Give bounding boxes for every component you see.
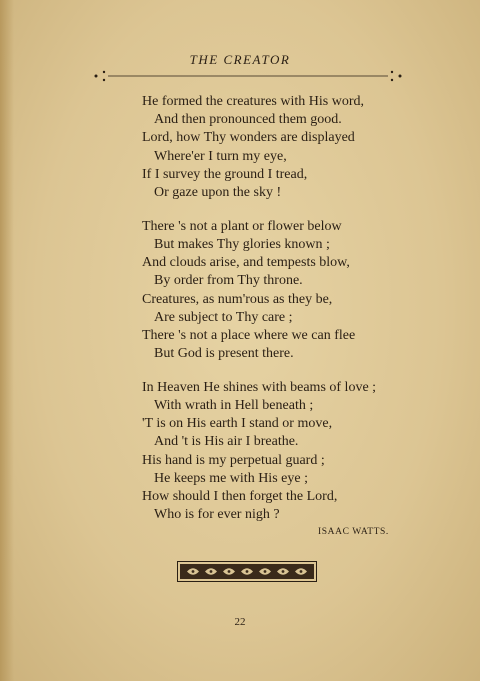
poem-line: He keeps me with His eye ; xyxy=(154,471,308,486)
running-title: THE CREATOR xyxy=(189,52,291,67)
poem-line: By order from Thy throne. xyxy=(154,273,303,288)
poem-line: And then pronounced them good. xyxy=(154,112,342,127)
poem-line: If I survey the ground I tread, xyxy=(142,167,308,182)
poem-line: Creatures, as num'rous as they be, xyxy=(142,292,333,307)
poem-line: Lord, how Thy wonders are displayed xyxy=(142,130,355,145)
poem-line: But makes Thy glories known ; xyxy=(154,237,330,252)
poem-line: 'T is on His earth I stand or move, xyxy=(142,416,333,431)
ornamental-rule xyxy=(92,68,404,84)
page-number: 22 xyxy=(234,616,246,628)
poem-line: He formed the creatures with His word, xyxy=(142,94,364,109)
decorative-tailpiece-icon xyxy=(177,561,317,582)
poem-line: There 's not a plant or flower below xyxy=(142,219,342,234)
poem-line: And 't is His air I breathe. xyxy=(154,434,299,449)
poem-line: Or gaze upon the sky ! xyxy=(154,185,282,200)
poem-line: With wrath in Hell beneath ; xyxy=(154,398,314,413)
poem-line: His hand is my perpetual guard ; xyxy=(142,453,325,468)
page-spine-shadow xyxy=(0,0,14,681)
poem-line: But God is present there. xyxy=(154,346,294,361)
poem-line: Where'er I turn my eye, xyxy=(154,149,287,164)
poem-line: There 's not a place where we can flee xyxy=(142,328,356,343)
poem-line: Are subject to Thy care ; xyxy=(154,310,293,325)
poem-line: Who is for ever nigh ? xyxy=(154,507,280,522)
poem-line: In Heaven He shines with beams of love ; xyxy=(142,380,377,395)
poem-line: And clouds arise, and tempests blow, xyxy=(142,255,350,270)
author-attribution: ISAAC WATTS. xyxy=(318,527,389,537)
poem-line: How should I then forget the Lord, xyxy=(142,489,338,504)
